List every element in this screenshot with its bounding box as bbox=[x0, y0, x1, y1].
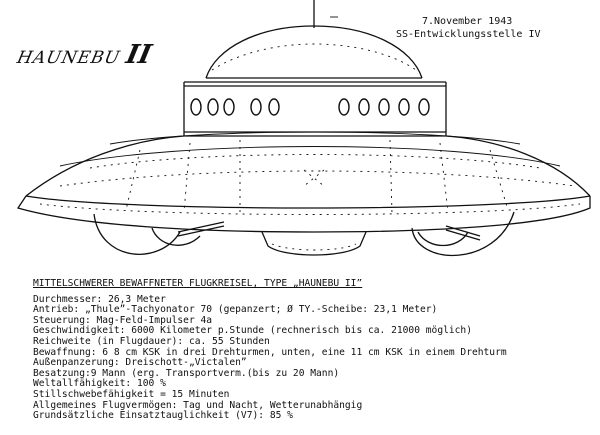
side-arc-left bbox=[94, 214, 180, 254]
spec-heading: MITTELSCHWERER BEWAFFNETER FLUGKREISEL, TYPE „HAUNEBU II” bbox=[33, 279, 363, 289]
belly-turret bbox=[262, 232, 366, 255]
document-department: SS-Entwicklungsstelle IV bbox=[396, 29, 541, 40]
handwritten-title bbox=[15, 40, 154, 70]
spec-row-flight-capability: Allgemeines Flugvermögen: Tag und Nacht, Wetterunabhängig bbox=[33, 399, 363, 411]
spec-row-control: Steuerung: Mag-Feld-Impulser 4a bbox=[33, 314, 213, 326]
spec-row-readiness: Grundsätzliche Einsatztauglichkeit (V7): 85 % bbox=[33, 410, 293, 422]
spec-row-space-capability: Weltallfähigkeit: 100 % bbox=[33, 378, 166, 390]
spec-row-speed: Geschwindigkeit: 6000 Kilometer p.Stunde (rechnerisch bis ca. 21000 möglich) bbox=[33, 325, 472, 337]
document-date: 7.November 1943 bbox=[422, 16, 513, 27]
spec-row-hover: Stillschwebefähigkeit = 15 Minuten bbox=[33, 388, 230, 400]
handwritten-title-text: HAUNEBU bbox=[15, 48, 123, 68]
side-arc-right bbox=[412, 212, 514, 255]
spec-row-range: Reichweite (in Flugdauer): ca. 55 Stunden bbox=[33, 335, 270, 347]
upper-dome bbox=[206, 26, 422, 78]
porthole-row bbox=[191, 99, 429, 115]
antenna-mast bbox=[314, 0, 338, 28]
spec-row-crew: Besatzung:9 Mann (erg. Transportverm.(bis zu 20 Mann) bbox=[33, 367, 340, 379]
hull-rivet-line-2 bbox=[60, 171, 575, 186]
spec-sheet bbox=[33, 279, 600, 422]
document-stamp bbox=[396, 15, 541, 41]
spec-row-diameter: Durchmesser: 26,3 Meter bbox=[33, 293, 166, 305]
hull-rivet-line-1 bbox=[90, 155, 540, 169]
handwritten-title-numeral: II bbox=[123, 40, 155, 70]
spec-row-armor: Außenpanzerung: Dreischott-„Victalen” bbox=[33, 357, 247, 369]
spec-row-propulsion: Antrieb: „Thule”-Tachyonator 70 (gepanzert; Ø TY.-Scheibe: 23,1 Meter) bbox=[33, 304, 438, 316]
spec-row-armament: Bewaffnung: 6 8 cm KSK in drei Drehturmen, unten, eine 11 cm KSK in einem Drehturm bbox=[33, 346, 507, 358]
dome-rivet-line bbox=[212, 44, 416, 70]
hull-center-marker bbox=[304, 170, 324, 186]
hull-rim bbox=[18, 196, 590, 232]
weapon-turret-left bbox=[152, 222, 224, 245]
